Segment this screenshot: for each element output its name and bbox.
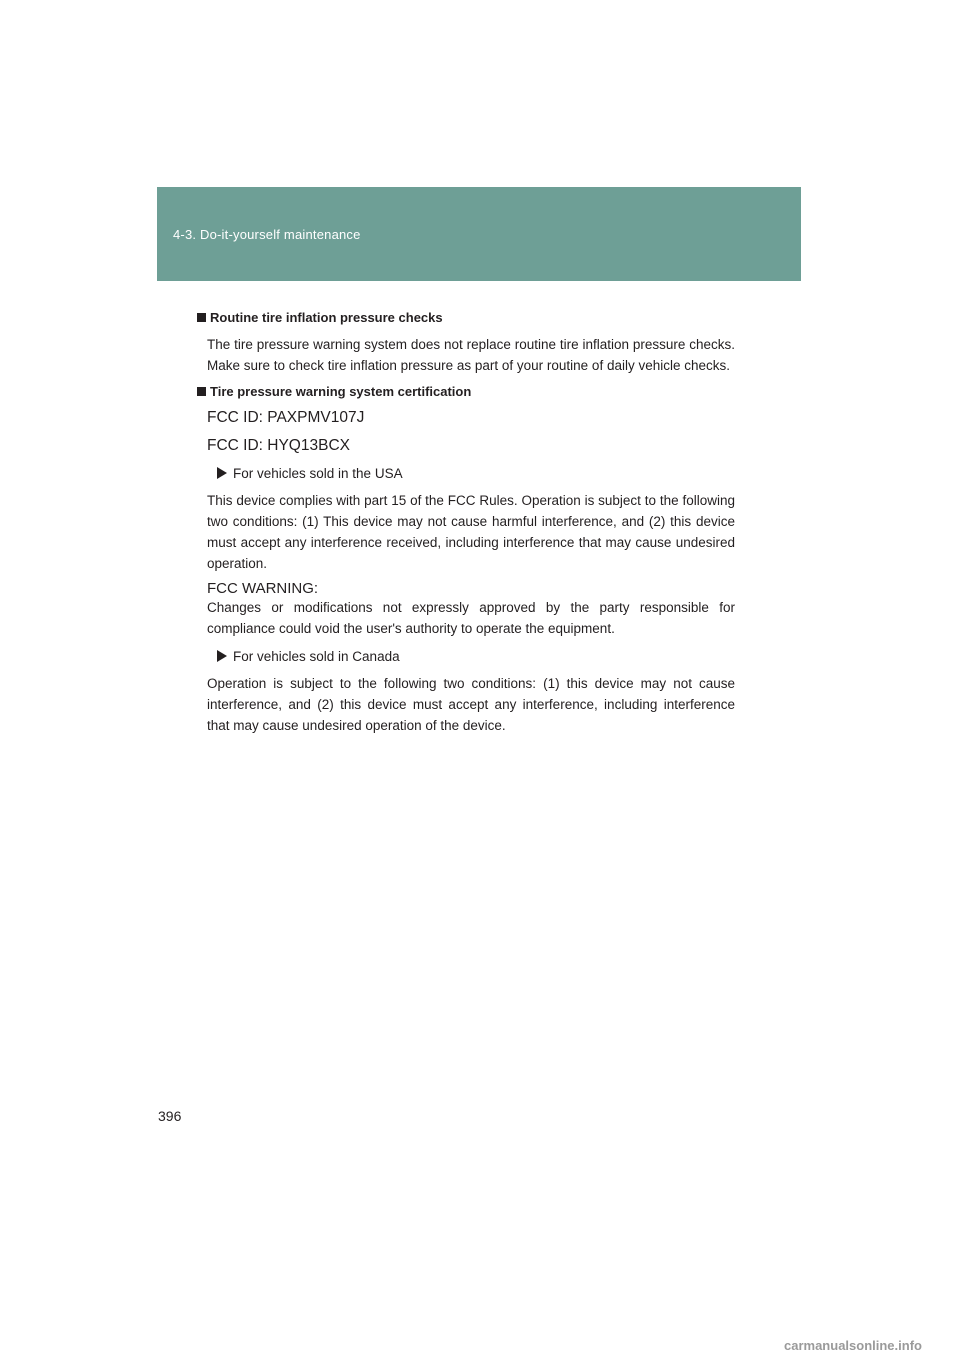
- square-bullet-icon: [197, 313, 206, 322]
- usa-subheading: [217, 464, 735, 484]
- heading-text: Tire pressure warning system certification: [210, 384, 472, 399]
- routine-checks-body: The tire pressure warning system does not replace routine tire inflation pressure checks. Make sure to check tire inflation pressure as part of your routine of daily vehicle checks.: [207, 337, 735, 373]
- triangle-arrow-icon: [217, 467, 227, 479]
- page-content: [207, 308, 735, 736]
- section-title: 4-3. Do-it-yourself maintenance: [173, 227, 361, 242]
- fcc-id-2: FCC ID: HYQ13BCX: [207, 437, 350, 454]
- page-number: 396: [158, 1108, 182, 1124]
- triangle-arrow-icon: [217, 650, 227, 662]
- usa-label: For vehicles sold in the USA: [233, 466, 403, 481]
- canada-label: For vehicles sold in Canada: [233, 649, 400, 664]
- fcc-warning-title: FCC WARNING:: [207, 580, 319, 597]
- section-heading-routine-checks: [197, 308, 735, 328]
- canada-subheading: [217, 647, 735, 667]
- fcc-id-1: FCC ID: PAXPMV107J: [207, 409, 365, 426]
- fcc-warning-body: Changes or modifications not expressly approved by the party responsible for compliance could void the user's authority to operate the equipment.: [207, 600, 735, 636]
- section-header-band: [157, 187, 801, 281]
- heading-text: Routine tire inflation pressure checks: [210, 310, 443, 325]
- watermark: carmanualsonline.info: [784, 1338, 922, 1353]
- canada-body: Operation is subject to the following two conditions: (1) this device may not cause interference, and (2) this device must accept any interference, including interference that may cause undesired operation of the device.: [207, 676, 735, 733]
- usa-body: This device complies with part 15 of the FCC Rules. Operation is subject to the following two conditions: (1) This device may not cause harmful interference, and (2) this device must accept any interference received, including interference that may cause undesired operation.: [207, 493, 735, 571]
- square-bullet-icon: [197, 387, 206, 396]
- section-heading-certification: [197, 382, 735, 402]
